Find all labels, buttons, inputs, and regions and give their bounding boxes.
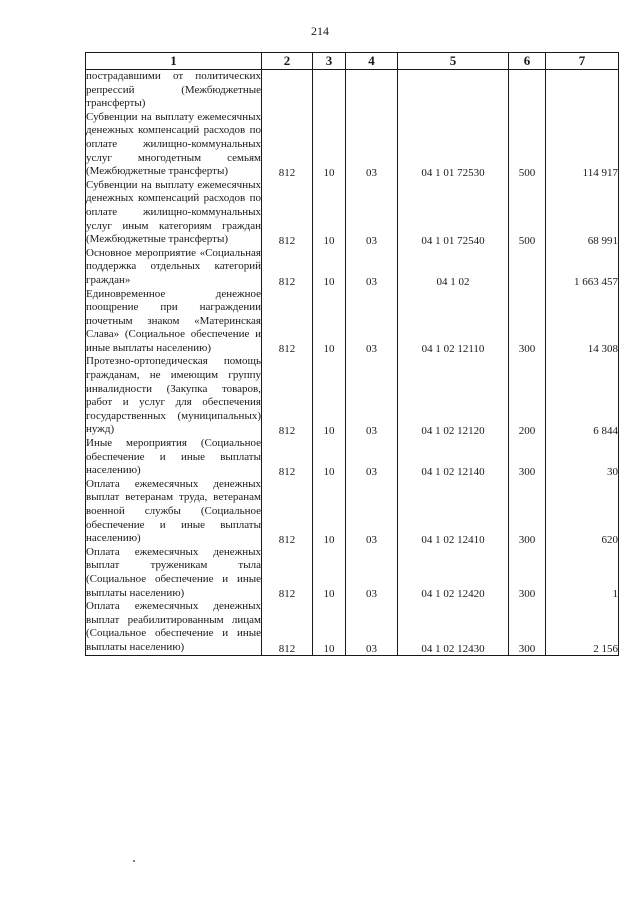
cell-col-4: 03 xyxy=(346,600,398,655)
table-row xyxy=(86,546,619,600)
cell-col-4: 03 xyxy=(346,288,398,356)
row-name: пострадавшими от политических репрессий (Межбюджетные трансферты) xyxy=(86,70,261,110)
cell-col-3: 10 xyxy=(313,600,346,655)
table-row xyxy=(86,355,619,437)
table-row xyxy=(86,247,619,288)
cell-col-5: 04 1 02 12410 xyxy=(398,478,509,546)
cell-col-5 xyxy=(398,70,509,111)
cell-col-5: 04 1 02 12420 xyxy=(398,546,509,600)
row-name: Субвенции на выплату ежемесячных денежных компенсаций расходов по оплате жилищно-коммунальных услуг многодетным семьям (Межбюджетные трансферты) xyxy=(86,110,261,178)
cell-col-4: 03 xyxy=(346,355,398,437)
cell-col-2 xyxy=(262,70,313,111)
row-name: Оплата ежемесячных денежных выплат ветеранам труда, ветеранам военной службы (Социальное обеспечение и иные выплаты населению) xyxy=(86,477,261,545)
cell-col-5: 04 1 01 72540 xyxy=(398,179,509,247)
cell-col-6: 300 xyxy=(509,437,546,478)
cell-col-5: 04 1 02 12140 xyxy=(398,437,509,478)
scan-speck xyxy=(133,860,135,862)
cell-col-3: 10 xyxy=(313,437,346,478)
row-name: Оплата ежемесячных денежных выплат реабилитированным лицам (Социальное обеспечение и иные выплаты населению) xyxy=(86,600,262,655)
column-header-1: 1 xyxy=(86,53,262,70)
cell-col-2: 812 xyxy=(262,179,313,247)
cell-col-4: 03 xyxy=(346,247,398,288)
cell-amount xyxy=(546,70,619,111)
cell-col-2: 812 xyxy=(262,111,313,179)
table-row xyxy=(86,288,619,356)
cell-col-4 xyxy=(346,70,398,111)
cell-col-3: 10 xyxy=(313,288,346,356)
cell-amount: 1 xyxy=(546,546,619,600)
column-header-2: 2 xyxy=(262,53,313,70)
cell-col-5: 04 1 02 12110 xyxy=(398,288,509,356)
cell-col-6 xyxy=(509,247,546,288)
row-name: Единовременное денежное поощрение при награждении почетным знаком «Материнская Слава» (Социальное обеспечение и иные выплаты населению) xyxy=(86,287,261,354)
column-header-5: 5 xyxy=(398,53,509,70)
cell-amount: 1 663 457 xyxy=(546,247,619,288)
row-name: Оплата ежемесячных денежных выплат труженикам тыла (Социальное обеспечение и иные выплаты населению) xyxy=(86,545,261,599)
cell-col-2: 812 xyxy=(262,247,313,288)
row-name: Основное мероприятие «Социальная поддержка отдельных категорий граждан» xyxy=(86,246,261,286)
cell-col-4: 03 xyxy=(346,111,398,179)
cell-col-3: 10 xyxy=(313,111,346,179)
cell-col-3: 10 xyxy=(313,247,346,288)
cell-col-6: 200 xyxy=(509,355,546,437)
table-row xyxy=(86,111,619,179)
table-row xyxy=(86,600,619,655)
cell-col-2: 812 xyxy=(262,546,313,600)
page-number: 214 xyxy=(311,24,329,38)
cell-col-6: 300 xyxy=(509,478,546,546)
cell-amount: 2 156 xyxy=(546,600,619,655)
cell-col-6: 300 xyxy=(509,288,546,356)
cell-col-2: 812 xyxy=(262,355,313,437)
row-name: Протезно-ортопедическая помощь гражданам, не имеющим группу инвалидности (Закупка товаров, работ и услуг для обеспечения государственных (муниципальных) нужд) xyxy=(86,355,261,436)
table-row xyxy=(86,437,619,478)
cell-col-4: 03 xyxy=(346,437,398,478)
cell-col-5: 04 1 02 xyxy=(398,247,509,288)
cell-col-3: 10 xyxy=(313,546,346,600)
cell-col-3 xyxy=(313,70,346,111)
cell-col-2: 812 xyxy=(262,288,313,356)
cell-col-4: 03 xyxy=(346,179,398,247)
cell-amount: 30 xyxy=(546,437,619,478)
cell-col-6: 500 xyxy=(509,111,546,179)
column-header-3: 3 xyxy=(313,53,346,70)
row-name: Субвенции на выплату ежемесячных денежных компенсаций расходов по оплате жилищно-коммунальных услуг иным категориям граждан (Межбюджетные трансферты) xyxy=(86,178,261,246)
cell-amount: 114 917 xyxy=(546,111,619,179)
column-header-4: 4 xyxy=(346,53,398,70)
budget-table xyxy=(85,52,619,656)
column-header-7: 7 xyxy=(546,53,619,70)
cell-amount: 6 844 xyxy=(546,355,619,437)
cell-col-5: 04 1 01 72530 xyxy=(398,111,509,179)
cell-col-3: 10 xyxy=(313,478,346,546)
table-row xyxy=(86,179,619,247)
table-header-row xyxy=(86,53,619,70)
table-row xyxy=(86,478,619,546)
cell-col-3: 10 xyxy=(313,179,346,247)
cell-amount: 14 308 xyxy=(546,288,619,356)
cell-col-2: 812 xyxy=(262,600,313,655)
cell-amount: 620 xyxy=(546,478,619,546)
cell-col-3: 10 xyxy=(313,355,346,437)
cell-col-5: 04 1 02 12430 xyxy=(398,600,509,655)
cell-col-6: 300 xyxy=(509,600,546,655)
cell-col-2: 812 xyxy=(262,478,313,546)
cell-amount: 68 991 xyxy=(546,179,619,247)
cell-col-6: 500 xyxy=(509,179,546,247)
table-row xyxy=(86,70,619,111)
cell-col-4: 03 xyxy=(346,546,398,600)
cell-col-4: 03 xyxy=(346,478,398,546)
column-header-6: 6 xyxy=(509,53,546,70)
cell-col-2: 812 xyxy=(262,437,313,478)
cell-col-6: 300 xyxy=(509,546,546,600)
row-name: Иные мероприятия (Социальное обеспечение и иные выплаты населению) xyxy=(86,437,261,477)
cell-col-5: 04 1 02 12120 xyxy=(398,355,509,437)
cell-col-6 xyxy=(509,70,546,111)
